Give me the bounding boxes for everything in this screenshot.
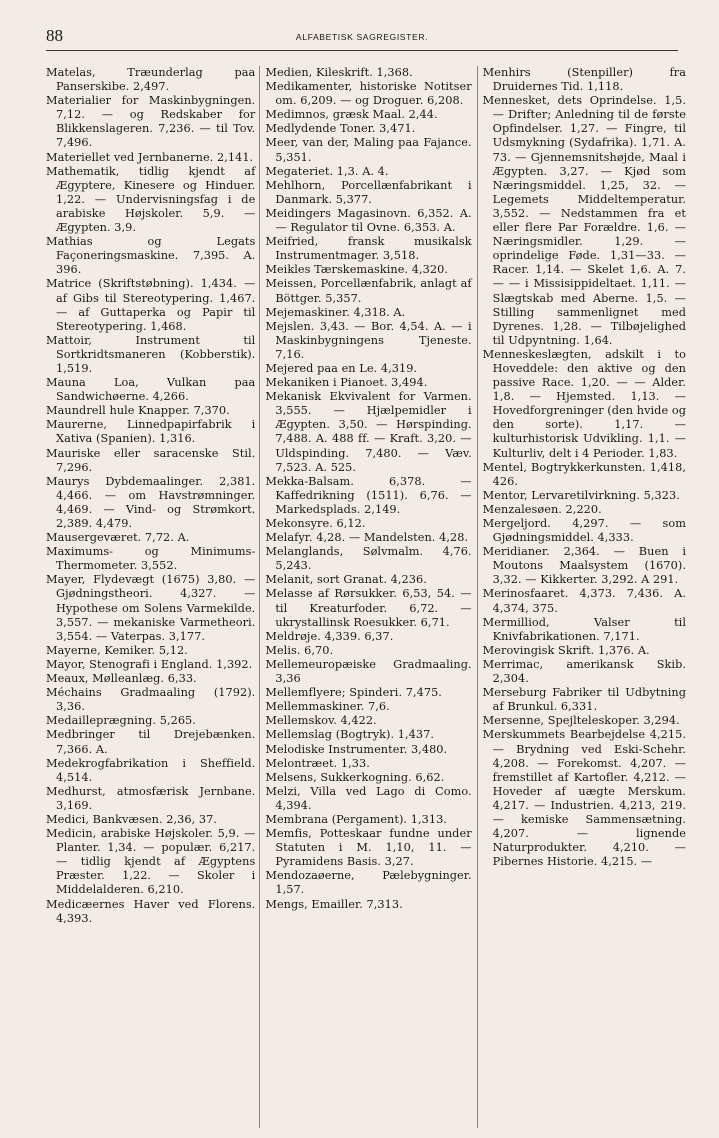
index-entry: Mersenne, Spejlteleskoper. 3,294.	[482, 714, 680, 728]
index-entry: Megateriet. 1,3. A. 4.	[265, 164, 389, 178]
index-entry: Merrimac, amerikansk Skib. 2,304.	[482, 657, 686, 686]
index-entry: Meissen, Porcellænfabrik, anlagt af Böttger. 5,357.	[265, 277, 472, 305]
index-column-3	[477, 66, 686, 1128]
index-entry: Melasse af Rørsukker. 6,53, 54. — til Kreaturfoder. 6,72. — ukrystallinsk Roesukker. 6,71.	[265, 587, 472, 629]
index-entry: Membrana (Pergament). 1,313.	[265, 812, 447, 826]
index-entry: Maurerne, Linnedpapirfabrik i Xativa (Spanien). 1,316.	[46, 418, 256, 446]
index-entry: Merseburg Fabriker til Udbytning af Brunkul. 6,331.	[482, 686, 686, 714]
index-entry: Meifried, fransk musikalsk Instrumentmager. 3,518.	[265, 235, 472, 263]
index-entry: Mauriske eller saracenske Stil. 7,296.	[46, 446, 256, 474]
index-entry: Medhurst, atmosfærisk Jernbane. 3,169.	[46, 784, 256, 812]
index-entry: Meidingers Magasinovn. 6,352. A. — Regulator til Ovne. 6,353. A.	[265, 206, 472, 235]
index-column-2	[259, 66, 476, 1128]
index-entry: Melzi, Villa ved Lago di Como. 4,394.	[265, 784, 472, 812]
index-entry: Medikamenter, historiske Notitser om. 6,209. — og Droguer. 6,208.	[265, 80, 472, 108]
index-entry: Meldrøje. 4,339. 6,37.	[265, 629, 394, 643]
index-entry: Mentor, Lervaretilvirkning. 5,323.	[482, 488, 680, 502]
index-entry: Mendozaøerne, Pælebygninger. 1,57.	[265, 869, 472, 897]
index-entry: Medien, Kileskrift. 1,368.	[265, 66, 413, 79]
index-entry: Méchains Gradmaaling (1792). 3,36.	[46, 686, 256, 714]
index-entry: Melontræet. 1,33.	[265, 756, 370, 770]
index-entry: Medimnos, græsk Maal. 2,44.	[265, 108, 438, 122]
index-entry: Menzalesøen. 2,220.	[482, 502, 602, 516]
index-entry: Medlydende Toner. 3,471.	[265, 122, 416, 136]
index-entry: Mehlhorn, Porcellænfabrikant i Danmark. 5,377.	[265, 178, 472, 206]
index-entry: Medicæernes Haver ved Florens. 4,393.	[46, 897, 256, 925]
index-entry: Mermilliod, Valser til Knivfabrikationen. 7,171.	[482, 615, 686, 643]
index-entry: Medicin, arabiske Højskoler. 5,9. — Planter. 1,34. — populær. 6,217. — tidlig kjendt af Ægyptens Præster. 1,22. — Skoler i Middelalderen. 6,210.	[46, 827, 256, 897]
index-entry: Maurys Dybdemaalinger. 2,381. 4,466. — om Havstrømninger. 4,469. — Vind- og Strømkort. 2,389. 4,479.	[46, 474, 256, 530]
index-entry: Medbringer til Drejebænken. 7,366. A.	[46, 728, 256, 756]
index-entry: Matelas, Træunderlag paa Panserskibe. 2,497.	[46, 66, 256, 94]
index-entry: Mattoir, Instrument til Sortkridtsmaneren (Kobberstik). 1,519.	[46, 333, 256, 375]
index-entry: Mayer, Flydevægt (1675) 3,80. — Gjødningstheori. 4,327. — Hypothese om Solens Varmekilde. 3,557. — mekaniske Varmetheori. 3,554. — Vaterpas. 3,177.	[46, 573, 256, 643]
index-entry: Melanit, sort Granat. 4,236.	[265, 573, 427, 587]
index-entry: Meer, van der, Maling paa Fajance. 5,351.	[265, 136, 472, 164]
index-entry: Mekka-Balsam. 6,378. — Kaffedrikning (1511). 6,76. — Markedsplads. 2,149.	[265, 474, 472, 516]
index-entry: Mellemeuropæiske Gradmaaling. 3,36	[265, 657, 472, 686]
page-header	[46, 26, 678, 48]
index-entry: Medici, Bankvæsen. 2,36, 37.	[46, 812, 218, 826]
index-columns	[46, 66, 686, 1128]
index-entry: Mekaniken i Pianoet. 3,494.	[265, 376, 428, 390]
index-entry: Merovingisk Skrift. 1,376. A.	[482, 643, 650, 657]
index-entry: Meikles Tærskemaskine. 4,320.	[265, 263, 448, 277]
index-entry: Melanglands, Sølvmalm. 4,76. 5,243.	[265, 545, 472, 573]
index-entry: Melodiske Instrumenter. 3,480.	[265, 742, 448, 756]
index-entry: Mauna Loa, Vulkan paa Sandwichøerne. 4,266.	[46, 376, 256, 404]
index-entry: Mejered paa en Le. 4,319.	[265, 361, 418, 375]
index-entry: Mausergeværet. 7,72. A.	[46, 531, 190, 545]
index-entry: Mathias og Legats Façoneringsmaskine. 7,395. A. 396.	[46, 235, 256, 277]
index-entry: Matrice (Skriftstøbning). 1,434. — af Gibs til Stereotypering. 1,467. — af Guttaperka og Papir til Stereotypering. 1,468.	[46, 277, 256, 333]
index-entry: Materiellet ved Jernbanerne. 2,141.	[46, 150, 254, 164]
index-entry: Mellemskov. 4,422.	[265, 714, 377, 728]
header-rule	[46, 50, 678, 51]
index-entry: Melafyr. 4,28. — Mandelsten. 4,28.	[265, 531, 469, 545]
index-entry: Mathematik, tidlig kjendt af Ægyptere, Kinesere og Hinduer. 1,22. — Undervisningsfag i de arabiske Højskoler. 5,9. — Ægypten. 3,9.	[46, 164, 256, 235]
page-number: 88	[46, 26, 63, 45]
index-entry: Mellemmaskiner. 7,6.	[265, 700, 390, 714]
index-entry: Mengs, Emailler. 7,313.	[265, 897, 403, 911]
index-entry: Mejemaskiner. 4,318. A.	[265, 305, 406, 319]
index-entry: Materialier for Maskinbygningen. 7,12. — og Redskaber for Blikkenslageren. 7,236. — til Tov. 7,496.	[46, 94, 256, 150]
running-title: ALFABETISK SAGREGISTER.	[295, 32, 429, 42]
index-entry: Maximums- og Minimums-Thermometer. 3,552.	[46, 545, 256, 573]
index-entry: Medekrogfabrikation i Sheffield. 4,514.	[46, 756, 256, 784]
index-entry: Menhirs (Stenpiller) fra Druidernes Tid. 1,118.	[482, 66, 686, 94]
index-entry: Medailleprægning. 5,265.	[46, 714, 196, 728]
index-entry: Meaux, Mølleanlæg. 6,33.	[46, 672, 197, 686]
index-entry: Mekonsyre. 6,12.	[265, 517, 366, 530]
index-entry: Meridianer. 2,364. — Buen i Moutons Maalsystem (1670). 3,32. — Kikkerter. 3,292. A 291.	[482, 545, 686, 587]
index-entry: Memfis, Potteskaar fundne under Statuten i M. 1,10, 11. — Pyramidens Basis. 3,27.	[265, 827, 472, 869]
index-entry: Mennesket, dets Oprindelse. 1,5. — Drifter; Anledning til de første Opfindelser. 1,27. — Fingre, til Udsmykning (Sydafrika). 1,71. A. 73. — Gjennemsnitshøjde, Maal i Ægypten. 3,27. — Kjød som Næringsmiddel. 1,25, 32. — Legemets Middeltemperatur. 3,552. — Nedstammen fra et eller flere Par Forældre. 1,6. — Næringsmidler. 1,29. — oprindelige Føde. 1,31—33. — Racer. 1,14. — Skelet 1,6. A. 7. — — i Missisippideltaet. 1,11. — Slægtskab med Aberne. 1,5. — Stilling sammenlignet med Dyrenes. 1,28. — Tilbøjelighed til Udpyntning. 1,64.	[482, 94, 686, 347]
index-entry: Melis. 6,70.	[265, 643, 334, 657]
index-entry: Menneskeslægten, adskilt i to Hoveddele: den aktive og den passive Race. 1,20. — — Alder. 1,8. — Hjemsted. 1,13. — Hovedforgreninger (den hvide og den sorte). 1,17. — kulturhistorisk Udvikling. 1,1. — Kulturliv, delt i 4 Perioder. 1,83.	[482, 347, 686, 460]
index-entry: Mergeljord. 4,297. — som Gjødningsmiddel. 4,333.	[482, 517, 686, 545]
index-entry: Mejslen. 3,43. — Bor. 4,54. A. — i Maskinbygningens Tjeneste. 7,16.	[265, 319, 472, 361]
index-entry: Merinosfaaret. 4,373. 7,436. A. 4,374, 375.	[482, 587, 686, 615]
index-entry: Mekanisk Ekvivalent for Varmen. 3,555. — Hjælpemidler i Ægypten. 3,50. — Hørspinding. 7,488. A. 488 ff. — Kraft. 3,20. — Uldspinding. 7,480. — Væv. 7,523. A. 525.	[265, 390, 472, 474]
index-entry: Mentel, Bogtrykkerkunsten. 1,418, 426.	[482, 460, 686, 488]
index-column-1	[46, 66, 259, 1128]
index-entry: Merskummets Bearbejdelse 4,215. — Brydning ved Eski-Schehr. 4,208. — Forekomst. 4,207. — fremstillet af Kartofler. 4,212. — Hoveder af uægte Merskum. 4,217. — Industrien. 4,213, 219. — kemiske Sammensætning. 4,207. — lignende Naturprodukter. 4,210. — Pibernes Historie. 4,215. —	[482, 728, 686, 869]
index-entry: Mayor, Stenografi i England. 1,392.	[46, 657, 253, 671]
index-entry: Melsens, Sukkerkogning. 6,62.	[265, 770, 445, 784]
index-entry: Mellemflyere; Spinderi. 7,475.	[265, 686, 442, 700]
index-entry: Maundrell hule Knapper. 7,370.	[46, 404, 230, 418]
index-entry: Mayerne, Kemiker. 5,12.	[46, 643, 188, 657]
index-entry: Mellemslag (Bogtryk). 1,437.	[265, 728, 435, 742]
